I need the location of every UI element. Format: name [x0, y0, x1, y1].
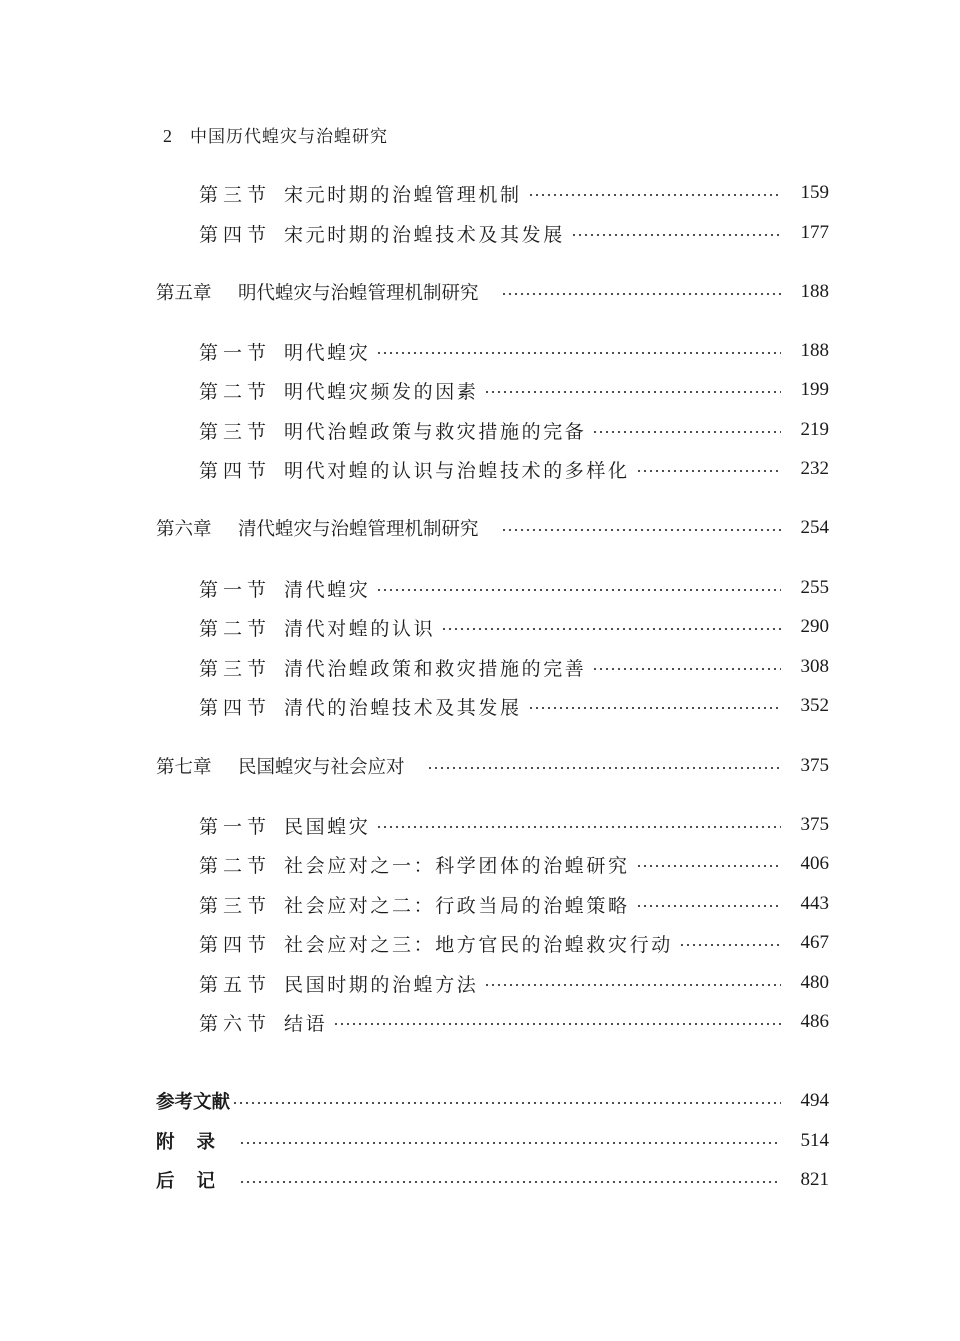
toc-section-entry	[0, 691, 960, 721]
entry-heading	[199, 1009, 327, 1036]
dot-leader	[239, 1181, 781, 1183]
entry-page-number: 375	[800, 755, 829, 776]
dot-leader	[592, 668, 781, 670]
running-header	[163, 122, 388, 147]
entry-title: 清代治蝗政策和救灾措施的完善	[284, 657, 587, 680]
entry-heading	[199, 693, 522, 720]
book-title: 中国历代蝗灾与治蝗研究	[190, 127, 388, 147]
entry-label: 第六节	[199, 1012, 272, 1035]
entry-page-number: 821	[800, 1169, 829, 1190]
entry-title: 明代蝗灾	[284, 341, 371, 364]
entry-title: 明代治蝗政策与救灾措施的完备	[284, 420, 587, 443]
toc-section-entry	[0, 810, 960, 840]
entry-label: 第六章	[156, 519, 212, 540]
entry-heading	[199, 930, 673, 957]
dot-leader	[232, 1102, 781, 1104]
entry-label: 第七章	[156, 757, 212, 778]
entry-heading	[199, 180, 522, 207]
entry-label: 第三节	[199, 657, 272, 680]
entry-page-number: 467	[800, 932, 829, 953]
entry-heading	[199, 220, 565, 247]
dot-leader	[441, 628, 781, 630]
toc-section-entry	[0, 218, 960, 248]
entry-page-number: 443	[800, 893, 829, 914]
entry-page-number: 290	[800, 616, 829, 637]
entry-title: 明代对蝗的认识与治蝗技术的多样化	[284, 459, 630, 482]
entry-title: 社会应对之一：科学团体的治蝗研究	[284, 854, 630, 877]
entry-title: 宋元时期的治蝗技术及其发展	[284, 223, 565, 246]
entry-page-number: 514	[800, 1130, 829, 1151]
entry-title: 民国蝗灾与社会应对	[238, 757, 405, 778]
entry-heading	[156, 279, 479, 305]
entry-page-number: 480	[800, 972, 829, 993]
dot-leader	[484, 984, 781, 986]
entry-label: 第一节	[199, 815, 272, 838]
entry-label: 第二节	[199, 617, 272, 640]
entry-label: 第四节	[199, 459, 272, 482]
entry-heading	[199, 456, 630, 483]
entry-page-number: 188	[800, 340, 829, 361]
toc-section-entry	[0, 968, 960, 998]
toc-backmatter-entry	[0, 1086, 960, 1116]
entry-title: 清代蝗灾与治蝗管理机制研究	[238, 519, 479, 540]
entry-title: 明代蝗灾与治蝗管理机制研究	[238, 283, 479, 304]
toc-backmatter-entry	[0, 1126, 960, 1156]
entry-heading	[199, 851, 630, 878]
entry-heading	[156, 1128, 237, 1154]
entry-title: 民国时期的治蝗方法	[284, 973, 479, 996]
entry-page-number: 352	[800, 695, 829, 716]
toc-section-entry	[0, 849, 960, 879]
toc-section-entry	[0, 178, 960, 208]
dot-leader	[636, 470, 781, 472]
dot-leader	[679, 944, 781, 946]
dot-leader	[501, 293, 781, 295]
entry-label: 第五节	[199, 973, 272, 996]
dot-leader	[528, 194, 781, 196]
entry-label: 第四节	[199, 696, 272, 719]
entry-title: 后记	[156, 1171, 238, 1192]
entry-label: 第四节	[199, 933, 272, 956]
dot-leader	[636, 865, 781, 867]
entry-page-number: 375	[800, 814, 829, 835]
toc-section-entry	[0, 375, 960, 405]
entry-label: 第三节	[199, 894, 272, 917]
toc-section-entry	[0, 928, 960, 958]
dot-leader	[484, 391, 781, 393]
entry-page-number: 159	[800, 182, 829, 203]
toc-section-entry	[0, 1007, 960, 1037]
entry-title: 宋元时期的治蝗管理机制	[284, 183, 522, 206]
toc-section-entry	[0, 415, 960, 445]
entry-heading	[199, 654, 586, 681]
toc-chapter-entry	[0, 277, 960, 307]
entry-title: 民国蝗灾	[284, 815, 371, 838]
entry-label: 第一节	[199, 578, 272, 601]
entry-page-number: 232	[800, 458, 829, 479]
dot-leader	[636, 905, 781, 907]
entry-heading	[199, 812, 370, 839]
toc-section-entry	[0, 612, 960, 642]
entry-heading	[199, 970, 478, 997]
dot-leader	[376, 352, 781, 354]
entry-page-number: 219	[800, 419, 829, 440]
entry-label: 第三节	[199, 420, 272, 443]
dot-leader	[239, 1142, 781, 1144]
entry-label: 第四节	[199, 223, 272, 246]
dot-leader	[333, 1023, 781, 1025]
entry-heading	[199, 417, 586, 444]
entry-heading	[199, 575, 370, 602]
dot-leader	[528, 707, 781, 709]
entry-title: 附录	[156, 1132, 238, 1153]
entry-title: 社会应对之三：地方官民的治蝗救灾行动	[284, 933, 673, 956]
dot-leader	[427, 767, 781, 769]
entry-heading	[199, 338, 370, 365]
dot-leader	[376, 826, 781, 828]
toc-chapter-entry	[0, 513, 960, 543]
entry-heading	[156, 1088, 230, 1114]
entry-page-number: 494	[800, 1090, 829, 1111]
entry-label: 第三节	[199, 183, 272, 206]
entry-label: 第二节	[199, 854, 272, 877]
entry-label: 第一节	[199, 341, 272, 364]
toc-chapter-entry	[0, 751, 960, 781]
entry-page-number: 308	[800, 656, 829, 677]
entry-page-number: 188	[800, 281, 829, 302]
entry-label: 第二节	[199, 380, 272, 403]
entry-heading	[156, 515, 479, 541]
entry-title: 清代蝗灾	[284, 578, 371, 601]
entry-heading	[156, 1167, 237, 1193]
toc-backmatter-entry	[0, 1165, 960, 1195]
toc-section-entry	[0, 652, 960, 682]
entry-heading	[199, 614, 435, 641]
dot-leader	[592, 431, 781, 433]
dot-leader	[376, 589, 781, 591]
entry-page-number: 199	[800, 379, 829, 400]
entry-page-number: 486	[800, 1011, 829, 1032]
entry-title: 清代的治蝗技术及其发展	[284, 696, 522, 719]
dot-leader	[501, 529, 781, 531]
entry-heading	[199, 377, 478, 404]
entry-label: 第五章	[156, 283, 212, 304]
entry-page-number: 406	[800, 853, 829, 874]
toc-section-entry	[0, 336, 960, 366]
entry-title: 结语	[284, 1012, 328, 1035]
entry-title: 参考文献	[156, 1092, 231, 1113]
entry-heading	[199, 891, 630, 918]
entry-heading	[156, 753, 405, 779]
entry-title: 明代蝗灾频发的因素	[284, 380, 479, 403]
page-number: 2	[163, 126, 172, 146]
entry-title: 清代对蝗的认识	[284, 617, 436, 640]
entry-page-number: 177	[800, 222, 829, 243]
toc-section-entry	[0, 454, 960, 484]
toc-section-entry	[0, 573, 960, 603]
entry-page-number: 255	[800, 577, 829, 598]
entry-title: 社会应对之二：行政当局的治蝗策略	[284, 894, 630, 917]
toc-section-entry	[0, 889, 960, 919]
dot-leader	[571, 234, 781, 236]
entry-page-number: 254	[800, 517, 829, 538]
